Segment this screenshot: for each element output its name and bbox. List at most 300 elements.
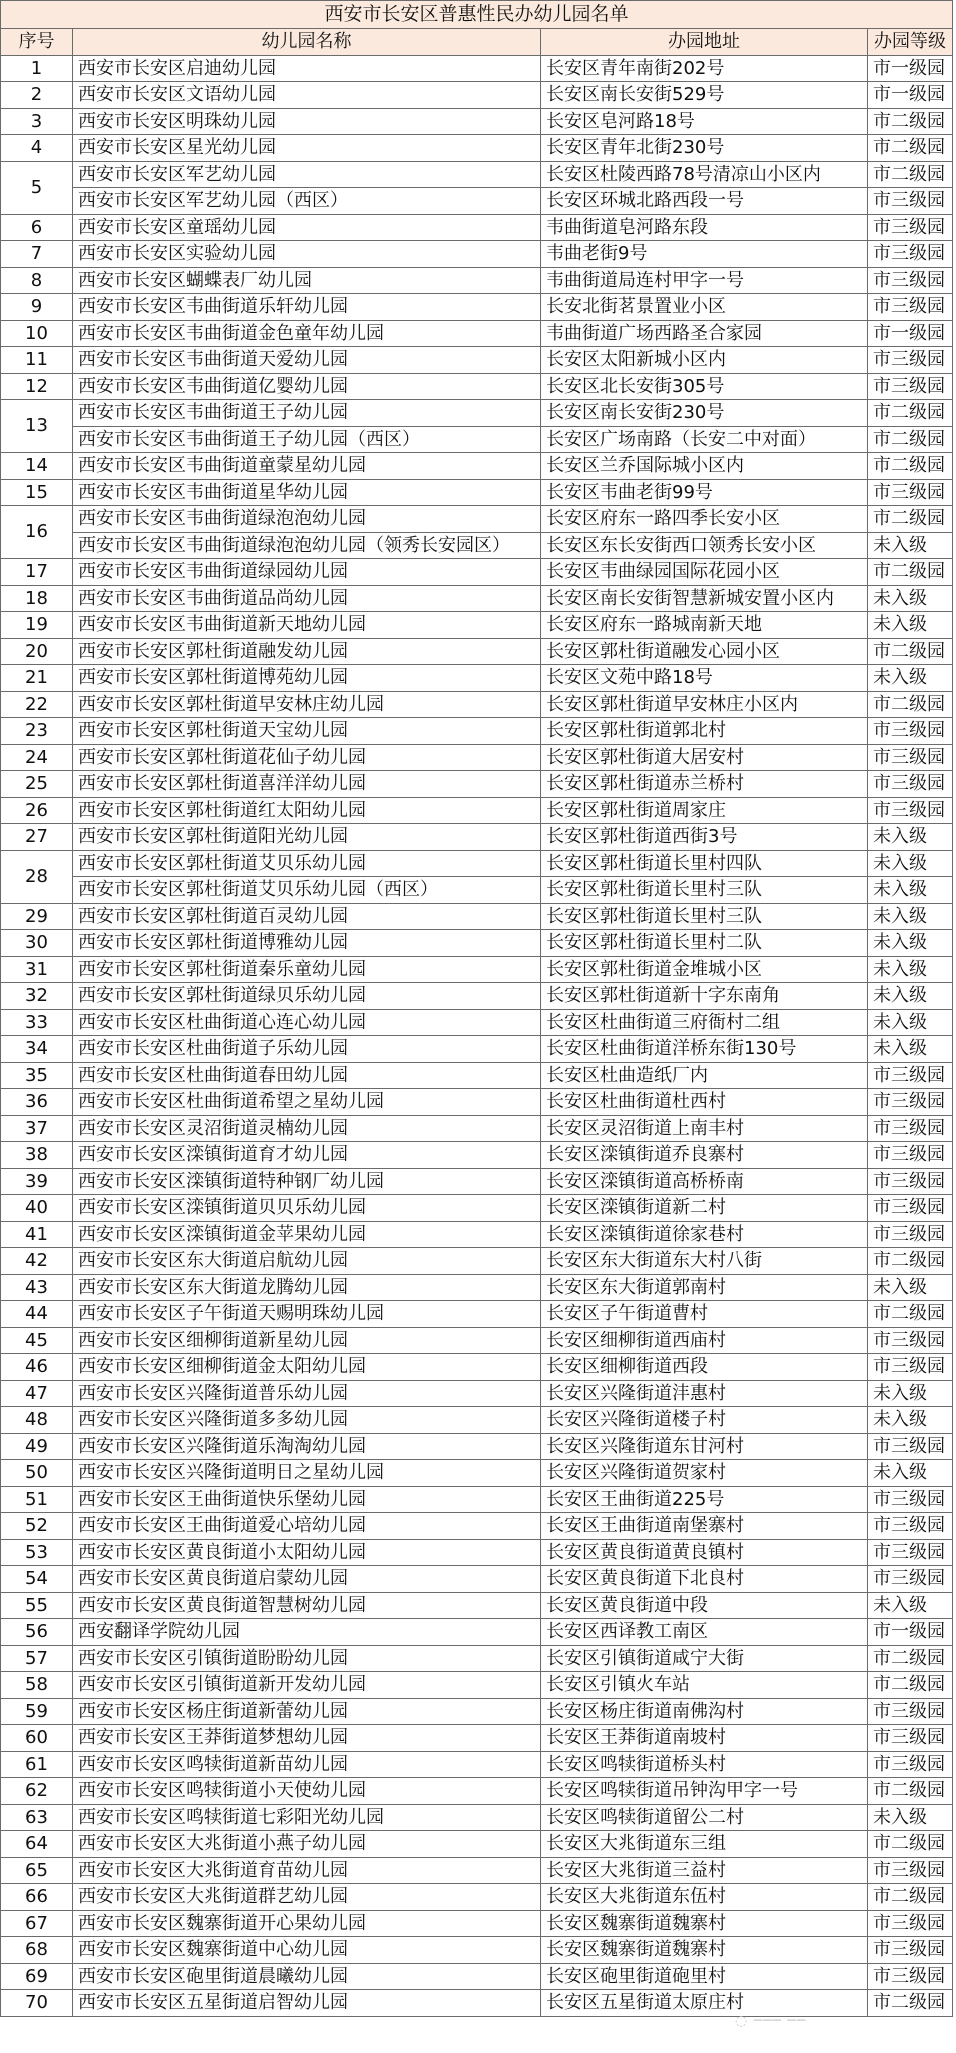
seq-cell: 59 xyxy=(1,1698,73,1725)
seq-cell: 3 xyxy=(1,108,73,135)
address-cell: 长安区郭杜街道西街3号 xyxy=(541,824,868,851)
kindergarten-name-cell: 西安市长安区郭杜街道博雅幼儿园 xyxy=(73,930,541,957)
seq-cell: 46 xyxy=(1,1354,73,1381)
seq-cell: 69 xyxy=(1,1963,73,1990)
table-row xyxy=(1,373,953,400)
seq-cell: 42 xyxy=(1,1248,73,1275)
kindergarten-name-cell: 西安市长安区砲里街道晨曦幼儿园 xyxy=(73,1963,541,1990)
seq-cell: 14 xyxy=(1,453,73,480)
level-cell: 市二级园 xyxy=(868,506,953,533)
table-row xyxy=(1,1910,953,1937)
level-cell: 市二级园 xyxy=(868,638,953,665)
seq-cell: 60 xyxy=(1,1725,73,1752)
kindergarten-name-cell: 西安市长安区郭杜街道秦乐童幼儿园 xyxy=(73,956,541,983)
address-cell: 长安区东长安街西口领秀长安小区 xyxy=(541,532,868,559)
level-cell: 市三级园 xyxy=(868,771,953,798)
kindergarten-name-cell: 西安市长安区郭杜街道喜洋洋幼儿园 xyxy=(73,771,541,798)
seq-cell: 45 xyxy=(1,1327,73,1354)
table-row xyxy=(1,1619,953,1646)
kindergarten-name-cell: 西安市长安区郭杜街道百灵幼儿园 xyxy=(73,903,541,930)
kindergarten-name-cell: 西安市长安区鸣犊街道新苗幼儿园 xyxy=(73,1751,541,1778)
address-cell: 长安区杜曲造纸厂内 xyxy=(541,1062,868,1089)
table-row xyxy=(1,82,953,109)
level-cell: 市三级园 xyxy=(868,1486,953,1513)
kindergarten-name-cell: 西安市长安区黄良街道智慧树幼儿园 xyxy=(73,1592,541,1619)
header-row xyxy=(1,29,953,56)
level-cell: 市三级园 xyxy=(868,1937,953,1964)
seq-cell: 18 xyxy=(1,585,73,612)
table-row xyxy=(1,1221,953,1248)
table-row xyxy=(1,320,953,347)
kindergarten-name-cell: 西安市长安区韦曲街道童蒙星幼儿园 xyxy=(73,453,541,480)
kindergarten-name-cell: 西安市长安区郭杜街道花仙子幼儿园 xyxy=(73,744,541,771)
table-row xyxy=(1,55,953,82)
kindergarten-name-cell: 西安市长安区韦曲街道绿泡泡幼儿园（领秀长安园区） xyxy=(73,532,541,559)
table-row xyxy=(1,1884,953,1911)
seq-cell: 1 xyxy=(1,55,73,82)
address-cell: 长安区青年南街202号 xyxy=(541,55,868,82)
table-row xyxy=(1,1486,953,1513)
level-cell: 市二级园 xyxy=(868,691,953,718)
table-row xyxy=(1,1963,953,1990)
address-cell: 长安区鸣犊街道留公二村 xyxy=(541,1804,868,1831)
address-cell: 长安区王曲街道225号 xyxy=(541,1486,868,1513)
seq-cell: 26 xyxy=(1,797,73,824)
table-row xyxy=(1,1831,953,1858)
table-row xyxy=(1,532,953,559)
address-cell: 长安区东大街道郭南村 xyxy=(541,1274,868,1301)
table-row xyxy=(1,294,953,321)
address-cell: 长安区郭杜街道长里村二队 xyxy=(541,930,868,957)
table-row xyxy=(1,1036,953,1063)
level-cell: 市三级园 xyxy=(868,1089,953,1116)
address-cell: 长安区郭杜街道大居安村 xyxy=(541,744,868,771)
table-row xyxy=(1,1301,953,1328)
address-cell: 长安区大兆街道东三组 xyxy=(541,1831,868,1858)
level-cell: 市三级园 xyxy=(868,1857,953,1884)
address-cell: 长安区引镇街道咸宁大街 xyxy=(541,1645,868,1672)
kindergarten-name-cell: 西安市长安区兴隆街道普乐幼儿园 xyxy=(73,1380,541,1407)
kindergarten-name-cell: 西安市长安区杨庄街道新蕾幼儿园 xyxy=(73,1698,541,1725)
level-cell: 市二级园 xyxy=(868,1645,953,1672)
seq-cell: 52 xyxy=(1,1513,73,1540)
header-level: 办园等级 xyxy=(868,29,953,56)
kindergarten-name-cell: 西安市长安区郭杜街道早安林庄幼儿园 xyxy=(73,691,541,718)
address-cell: 长安区郭杜街道融发心园小区 xyxy=(541,638,868,665)
address-cell: 长安区黄良街道下北良村 xyxy=(541,1566,868,1593)
seq-cell: 22 xyxy=(1,691,73,718)
kindergarten-name-cell: 西安市长安区兴隆街道多多幼儿园 xyxy=(73,1407,541,1434)
table-row xyxy=(1,1327,953,1354)
seq-cell: 24 xyxy=(1,744,73,771)
kindergarten-name-cell: 西安市长安区滦镇街道特种钢厂幼儿园 xyxy=(73,1168,541,1195)
seq-cell: 28 xyxy=(1,850,73,903)
seq-cell: 41 xyxy=(1,1221,73,1248)
table-row xyxy=(1,930,953,957)
seq-cell: 20 xyxy=(1,638,73,665)
table-row xyxy=(1,850,953,877)
level-cell: 市三级园 xyxy=(868,1698,953,1725)
kindergarten-name-cell: 西安市长安区文语幼儿园 xyxy=(73,82,541,109)
level-cell: 市一级园 xyxy=(868,82,953,109)
seq-cell: 35 xyxy=(1,1062,73,1089)
level-cell: 市二级园 xyxy=(868,1884,953,1911)
seq-cell: 34 xyxy=(1,1036,73,1063)
level-cell: 未入级 xyxy=(868,983,953,1010)
seq-cell: 11 xyxy=(1,347,73,374)
address-cell: 长安区杜曲街道洋桥东街130号 xyxy=(541,1036,868,1063)
table-row xyxy=(1,1009,953,1036)
table-row xyxy=(1,771,953,798)
table-row xyxy=(1,1513,953,1540)
seq-cell: 63 xyxy=(1,1804,73,1831)
address-cell: 长安区王曲街道南堡寨村 xyxy=(541,1513,868,1540)
table-row xyxy=(1,214,953,241)
kindergarten-name-cell: 西安市长安区鸣犊街道小天使幼儿园 xyxy=(73,1778,541,1805)
kindergarten-name-cell: 西安市长安区大兆街道小燕子幼儿园 xyxy=(73,1831,541,1858)
address-cell: 长安区引镇火车站 xyxy=(541,1672,868,1699)
address-cell: 长安区郭杜街道长里村三队 xyxy=(541,877,868,904)
level-cell: 市二级园 xyxy=(868,1778,953,1805)
level-cell: 未入级 xyxy=(868,1009,953,1036)
title-row xyxy=(1,1,953,29)
address-cell: 长安区韦曲老街99号 xyxy=(541,479,868,506)
kindergarten-name-cell: 西安市长安区郭杜街道绿贝乐幼儿园 xyxy=(73,983,541,1010)
seq-cell: 47 xyxy=(1,1380,73,1407)
level-cell: 市三级园 xyxy=(868,1963,953,1990)
address-cell: 长安区南长安街529号 xyxy=(541,82,868,109)
seq-cell: 27 xyxy=(1,824,73,851)
address-cell: 长安区青年北街230号 xyxy=(541,135,868,162)
kindergarten-name-cell: 西安市长安区韦曲街道亿婴幼儿园 xyxy=(73,373,541,400)
level-cell: 未入级 xyxy=(868,1592,953,1619)
kindergarten-name-cell: 西安市长安区郭杜街道天宝幼儿园 xyxy=(73,718,541,745)
seq-cell: 55 xyxy=(1,1592,73,1619)
table-row xyxy=(1,559,953,586)
address-cell: 韦曲街道局连村甲字一号 xyxy=(541,267,868,294)
table-row xyxy=(1,426,953,453)
kindergarten-name-cell: 西安市长安区韦曲街道金色童年幼儿园 xyxy=(73,320,541,347)
level-cell: 未入级 xyxy=(868,956,953,983)
address-cell: 长安区兰乔国际城小区内 xyxy=(541,453,868,480)
kindergarten-name-cell: 西安市长安区蝴蝶表厂幼儿园 xyxy=(73,267,541,294)
kindergarten-name-cell: 西安市长安区杜曲街道春田幼儿园 xyxy=(73,1062,541,1089)
seq-cell: 53 xyxy=(1,1539,73,1566)
seq-cell: 37 xyxy=(1,1115,73,1142)
table-row xyxy=(1,1990,953,2017)
level-cell: 市三级园 xyxy=(868,1566,953,1593)
table-row xyxy=(1,400,953,427)
address-cell: 长安区王莽街道南坡村 xyxy=(541,1725,868,1752)
table-row xyxy=(1,983,953,1010)
address-cell: 长安区五星街道太原庄村 xyxy=(541,1990,868,2017)
kindergarten-name-cell: 西安市长安区细柳街道金太阳幼儿园 xyxy=(73,1354,541,1381)
seq-cell: 48 xyxy=(1,1407,73,1434)
level-cell: 市二级园 xyxy=(868,1672,953,1699)
level-cell: 市二级园 xyxy=(868,1831,953,1858)
level-cell: 市三级园 xyxy=(868,797,953,824)
seq-cell: 17 xyxy=(1,559,73,586)
level-cell: 未入级 xyxy=(868,1036,953,1063)
level-cell: 市一级园 xyxy=(868,1619,953,1646)
level-cell: 市三级园 xyxy=(868,1725,953,1752)
table-row xyxy=(1,1645,953,1672)
table-row xyxy=(1,1089,953,1116)
seq-cell: 10 xyxy=(1,320,73,347)
table-row xyxy=(1,877,953,904)
table-row xyxy=(1,479,953,506)
kindergarten-name-cell: 西安市长安区王莽街道梦想幼儿园 xyxy=(73,1725,541,1752)
kindergarten-name-cell: 西安市长安区魏寨街道中心幼儿园 xyxy=(73,1937,541,1964)
table-row xyxy=(1,1168,953,1195)
address-cell: 长安区子午街道曹村 xyxy=(541,1301,868,1328)
address-cell: 长安区文苑中路18号 xyxy=(541,665,868,692)
table-row xyxy=(1,108,953,135)
address-cell: 长安区西译教工南区 xyxy=(541,1619,868,1646)
address-cell: 长安区滦镇街道高桥桥南 xyxy=(541,1168,868,1195)
address-cell: 韦曲街道皂河路东段 xyxy=(541,214,868,241)
seq-cell: 50 xyxy=(1,1460,73,1487)
kindergarten-name-cell: 西安市长安区兴隆街道明日之星幼儿园 xyxy=(73,1460,541,1487)
address-cell: 长安北街茗景置业小区 xyxy=(541,294,868,321)
level-cell: 市二级园 xyxy=(868,161,953,188)
seq-cell: 43 xyxy=(1,1274,73,1301)
kindergarten-name-cell: 西安市长安区黄良街道启蒙幼儿园 xyxy=(73,1566,541,1593)
table-row xyxy=(1,1672,953,1699)
address-cell: 长安区鸣犊街道吊钟沟甲字一号 xyxy=(541,1778,868,1805)
level-cell: 未入级 xyxy=(868,824,953,851)
table-row xyxy=(1,1062,953,1089)
address-cell: 韦曲街道广场西路圣合家园 xyxy=(541,320,868,347)
kindergarten-name-cell: 西安市长安区引镇街道盼盼幼儿园 xyxy=(73,1645,541,1672)
kindergarten-name-cell: 西安市长安区韦曲街道新天地幼儿园 xyxy=(73,612,541,639)
address-cell: 长安区细柳街道西庙村 xyxy=(541,1327,868,1354)
kindergarten-name-cell: 西安市长安区明珠幼儿园 xyxy=(73,108,541,135)
table-row xyxy=(1,956,953,983)
kindergarten-name-cell: 西安市长安区启迪幼儿园 xyxy=(73,55,541,82)
kindergarten-name-cell: 西安翻译学院幼儿园 xyxy=(73,1619,541,1646)
seq-cell: 64 xyxy=(1,1831,73,1858)
address-cell: 长安区杜陵西路78号清凉山小区内 xyxy=(541,161,868,188)
level-cell: 市三级园 xyxy=(868,744,953,771)
level-cell: 未入级 xyxy=(868,1407,953,1434)
table-row xyxy=(1,797,953,824)
address-cell: 长安区兴隆街道东甘河村 xyxy=(541,1433,868,1460)
address-cell: 长安区北长安街305号 xyxy=(541,373,868,400)
seq-cell: 6 xyxy=(1,214,73,241)
table-row xyxy=(1,824,953,851)
seq-cell: 2 xyxy=(1,82,73,109)
seq-cell: 66 xyxy=(1,1884,73,1911)
level-cell: 市三级园 xyxy=(868,241,953,268)
table-row xyxy=(1,1460,953,1487)
seq-cell: 61 xyxy=(1,1751,73,1778)
address-cell: 长安区郭杜街道新十字东南角 xyxy=(541,983,868,1010)
address-cell: 长安区杜曲街道三府衙村二组 xyxy=(541,1009,868,1036)
kindergarten-name-cell: 西安市长安区五星街道启智幼儿园 xyxy=(73,1990,541,2017)
address-cell: 长安区太阳新城小区内 xyxy=(541,347,868,374)
address-cell: 长安区魏寨街道魏寨村 xyxy=(541,1937,868,1964)
seq-cell: 25 xyxy=(1,771,73,798)
kindergarten-name-cell: 西安市长安区郭杜街道艾贝乐幼儿园（西区） xyxy=(73,877,541,904)
table-title: 西安市长安区普惠性民办幼儿园名单 xyxy=(1,1,953,29)
table-row xyxy=(1,691,953,718)
level-cell: 市三级园 xyxy=(868,214,953,241)
header-name: 幼儿园名称 xyxy=(73,29,541,56)
address-cell: 长安区黄良街道中段 xyxy=(541,1592,868,1619)
address-cell: 长安区郭杜街道周家庄 xyxy=(541,797,868,824)
seq-cell: 19 xyxy=(1,612,73,639)
kindergarten-name-cell: 西安市长安区郭杜街道红太阳幼儿园 xyxy=(73,797,541,824)
kindergarten-name-cell: 西安市长安区韦曲街道乐轩幼儿园 xyxy=(73,294,541,321)
table-row xyxy=(1,1195,953,1222)
kindergarten-name-cell: 西安市长安区军艺幼儿园 xyxy=(73,161,541,188)
address-cell: 长安区广场南路（长安二中对面） xyxy=(541,426,868,453)
level-cell: 市三级园 xyxy=(868,1539,953,1566)
kindergarten-name-cell: 西安市长安区杜曲街道子乐幼儿园 xyxy=(73,1036,541,1063)
table-row xyxy=(1,1539,953,1566)
level-cell: 市三级园 xyxy=(868,1062,953,1089)
address-cell: 长安区韦曲绿园国际花园小区 xyxy=(541,559,868,586)
address-cell: 长安区环城北路西段一号 xyxy=(541,188,868,215)
table-row xyxy=(1,453,953,480)
kindergarten-name-cell: 西安市长安区韦曲街道天爱幼儿园 xyxy=(73,347,541,374)
level-cell: 未入级 xyxy=(868,532,953,559)
address-cell: 长安区杜曲街道杜西村 xyxy=(541,1089,868,1116)
seq-cell: 32 xyxy=(1,983,73,1010)
table-row xyxy=(1,1857,953,1884)
seq-cell: 68 xyxy=(1,1937,73,1964)
table-row xyxy=(1,1725,953,1752)
seq-cell: 4 xyxy=(1,135,73,162)
kindergarten-name-cell: 西安市长安区引镇街道新开发幼儿园 xyxy=(73,1672,541,1699)
seq-cell: 56 xyxy=(1,1619,73,1646)
level-cell: 市三级园 xyxy=(868,1354,953,1381)
address-cell: 长安区兴隆街道沣惠村 xyxy=(541,1380,868,1407)
address-cell: 长安区郭杜街道郭北村 xyxy=(541,718,868,745)
level-cell: 市二级园 xyxy=(868,1301,953,1328)
table-row xyxy=(1,1248,953,1275)
level-cell: 市二级园 xyxy=(868,426,953,453)
level-cell: 市三级园 xyxy=(868,718,953,745)
level-cell: 市三级园 xyxy=(868,1513,953,1540)
level-cell: 未入级 xyxy=(868,1274,953,1301)
level-cell: 市二级园 xyxy=(868,135,953,162)
seq-cell: 51 xyxy=(1,1486,73,1513)
level-cell: 未入级 xyxy=(868,877,953,904)
table-row xyxy=(1,1804,953,1831)
level-cell: 市一级园 xyxy=(868,55,953,82)
seq-cell: 39 xyxy=(1,1168,73,1195)
kindergarten-name-cell: 西安市长安区韦曲街道王子幼儿园（西区） xyxy=(73,426,541,453)
table-row xyxy=(1,903,953,930)
address-cell: 长安区大兆街道东伍村 xyxy=(541,1884,868,1911)
kindergarten-name-cell: 西安市长安区大兆街道群艺幼儿园 xyxy=(73,1884,541,1911)
kindergarten-name-cell: 西安市长安区星光幼儿园 xyxy=(73,135,541,162)
address-cell: 长安区灵沼街道上南丰村 xyxy=(541,1115,868,1142)
address-cell: 长安区府东一路四季长安小区 xyxy=(541,506,868,533)
table-row xyxy=(1,1407,953,1434)
level-cell: 未入级 xyxy=(868,1804,953,1831)
seq-cell: 23 xyxy=(1,718,73,745)
table-row xyxy=(1,612,953,639)
seq-cell: 30 xyxy=(1,930,73,957)
seq-cell: 9 xyxy=(1,294,73,321)
level-cell: 市二级园 xyxy=(868,1990,953,2017)
kindergarten-name-cell: 西安市长安区细柳街道新星幼儿园 xyxy=(73,1327,541,1354)
table-row xyxy=(1,506,953,533)
seq-cell: 38 xyxy=(1,1142,73,1169)
address-cell: 长安区滦镇街道徐家巷村 xyxy=(541,1221,868,1248)
table-row xyxy=(1,1592,953,1619)
address-cell: 长安区郭杜街道金堆城小区 xyxy=(541,956,868,983)
table-row xyxy=(1,347,953,374)
address-cell: 长安区兴隆街道楼子村 xyxy=(541,1407,868,1434)
table-row xyxy=(1,1380,953,1407)
table-row xyxy=(1,585,953,612)
kindergarten-name-cell: 西安市长安区王曲街道爱心培幼儿园 xyxy=(73,1513,541,1540)
level-cell: 市三级园 xyxy=(868,267,953,294)
level-cell: 市三级园 xyxy=(868,1751,953,1778)
table-row xyxy=(1,1566,953,1593)
address-cell: 长安区魏寨街道魏寨村 xyxy=(541,1910,868,1937)
kindergarten-name-cell: 西安市长安区军艺幼儿园（西区） xyxy=(73,188,541,215)
level-cell: 市三级园 xyxy=(868,188,953,215)
table-row xyxy=(1,1274,953,1301)
seq-cell: 57 xyxy=(1,1645,73,1672)
table-row xyxy=(1,1354,953,1381)
level-cell: 市一级园 xyxy=(868,320,953,347)
kindergarten-name-cell: 西安市长安区杜曲街道心连心幼儿园 xyxy=(73,1009,541,1036)
kindergarten-name-cell: 西安市长安区郭杜街道博苑幼儿园 xyxy=(73,665,541,692)
level-cell: 未入级 xyxy=(868,665,953,692)
seq-cell: 7 xyxy=(1,241,73,268)
table-row xyxy=(1,135,953,162)
seq-cell: 15 xyxy=(1,479,73,506)
level-cell: 市三级园 xyxy=(868,1142,953,1169)
table-row xyxy=(1,665,953,692)
address-cell: 长安区兴隆街道贺家村 xyxy=(541,1460,868,1487)
kindergarten-name-cell: 西安市长安区实验幼儿园 xyxy=(73,241,541,268)
seq-cell: 54 xyxy=(1,1566,73,1593)
seq-cell: 13 xyxy=(1,400,73,453)
table-row xyxy=(1,267,953,294)
level-cell: 未入级 xyxy=(868,585,953,612)
address-cell: 长安区鸣犊街道桥头村 xyxy=(541,1751,868,1778)
kindergarten-name-cell: 西安市长安区鸣犊街道七彩阳光幼儿园 xyxy=(73,1804,541,1831)
address-cell: 长安区府东一路城南新天地 xyxy=(541,612,868,639)
level-cell: 市三级园 xyxy=(868,294,953,321)
kindergarten-name-cell: 西安市长安区黄良街道小太阳幼儿园 xyxy=(73,1539,541,1566)
level-cell: 市三级园 xyxy=(868,1910,953,1937)
level-cell: 市二级园 xyxy=(868,559,953,586)
level-cell: 市三级园 xyxy=(868,373,953,400)
level-cell: 市三级园 xyxy=(868,1195,953,1222)
kindergarten-name-cell: 西安市长安区滦镇街道贝贝乐幼儿园 xyxy=(73,1195,541,1222)
kindergarten-name-cell: 西安市长安区滦镇街道育才幼儿园 xyxy=(73,1142,541,1169)
seq-cell: 49 xyxy=(1,1433,73,1460)
kindergarten-name-cell: 西安市长安区兴隆街道乐淘淘幼儿园 xyxy=(73,1433,541,1460)
address-cell: 长安区滦镇街道新二村 xyxy=(541,1195,868,1222)
table-row xyxy=(1,241,953,268)
seq-cell: 8 xyxy=(1,267,73,294)
header-seq: 序号 xyxy=(1,29,73,56)
address-cell: 长安区东大街道东大村八街 xyxy=(541,1248,868,1275)
address-cell: 长安区皂河路18号 xyxy=(541,108,868,135)
table-row xyxy=(1,1751,953,1778)
kindergarten-name-cell: 西安市长安区郭杜街道阳光幼儿园 xyxy=(73,824,541,851)
seq-cell: 70 xyxy=(1,1990,73,2017)
